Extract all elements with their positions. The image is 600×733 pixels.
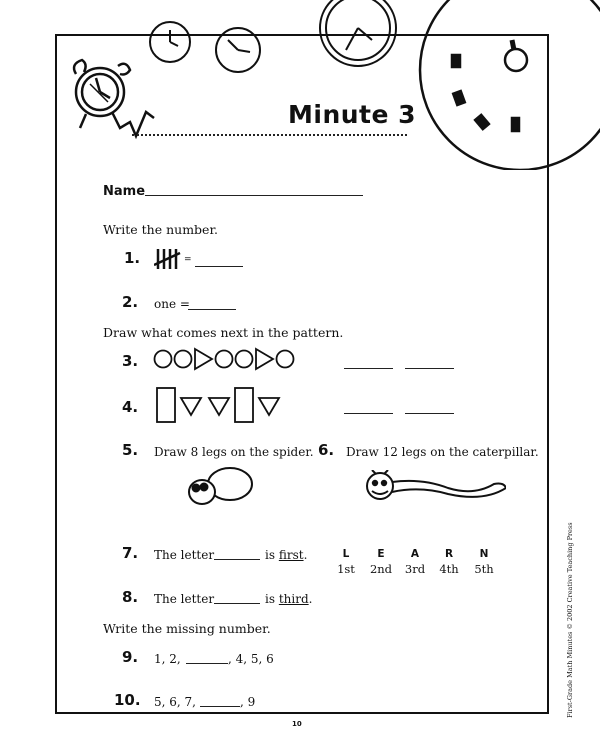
q9-rest: , 4, 5, 6: [228, 652, 274, 666]
letter-l: L: [342, 548, 350, 560]
circle-shape: [216, 351, 233, 368]
q4-number: 4.: [122, 398, 139, 416]
large-clock-icon: [420, 0, 600, 170]
section-write-number: Write the number.: [103, 222, 219, 237]
rectangle-shape: [157, 388, 175, 422]
copyright-credit: First-Grade Math Minutes © 2002 Creative Teaching Press: [566, 522, 574, 718]
ordinal-2nd: 2nd: [369, 562, 393, 576]
q8-prefix: The letter: [154, 592, 215, 606]
small-clock-2-icon: [216, 28, 260, 72]
circle-shape: [236, 351, 253, 368]
q2-answer-blank[interactable]: [188, 309, 236, 310]
q9-answer-blank[interactable]: [186, 663, 228, 664]
q10-sequence: 5, 6, 7,: [154, 695, 196, 709]
q7-number: 7.: [122, 544, 139, 562]
q10-number: 10.: [114, 691, 141, 709]
q3-shape-pattern: [152, 346, 312, 372]
q8-end: .: [308, 592, 313, 606]
triangle-down-shape: [209, 398, 229, 415]
q1-answer-blank[interactable]: [195, 266, 243, 267]
caterpillar-body-icon: [354, 470, 506, 506]
circle-shape: [155, 351, 172, 368]
title-dotted-rule: [132, 134, 407, 136]
q8-answer-blank[interactable]: [214, 603, 260, 604]
q5-number: 5.: [122, 441, 139, 459]
tally-marks-icon: [154, 247, 182, 271]
q9-number: 9.: [122, 648, 139, 666]
q10-answer-blank[interactable]: [200, 706, 240, 707]
q7-end: .: [303, 548, 308, 562]
ordinal-1st: 1st: [337, 562, 355, 576]
name-label: Name: [103, 184, 146, 199]
section-pattern: Draw what comes next in the pattern.: [103, 325, 344, 340]
q5-text: Draw 8 legs on the spider.: [154, 445, 314, 459]
letter-a: A: [410, 548, 420, 560]
q6-number: 6.: [318, 441, 335, 459]
spider-body-icon: [184, 462, 256, 510]
small-clock-1-icon: [150, 22, 190, 62]
q7-prefix: The letter: [154, 548, 215, 562]
q2-text: one =: [154, 297, 190, 311]
q3-answer-blank-2[interactable]: [405, 368, 454, 369]
q6-text: Draw 12 legs on the caterpillar.: [346, 445, 539, 459]
letter-n: N: [479, 548, 489, 560]
triangle-right-shape: [256, 349, 273, 369]
triangle-down-shape: [181, 398, 201, 415]
ordinal-3rd: 3rd: [404, 562, 426, 576]
q1-number: 1.: [124, 249, 141, 267]
section-missing: Write the missing number.: [103, 621, 271, 636]
q8-keyword: third: [278, 592, 309, 606]
rectangle-shape: [235, 388, 253, 422]
circle-shape: [277, 351, 294, 368]
q3-number: 3.: [122, 352, 139, 370]
ordinal-5th: 5th: [474, 562, 494, 576]
q2-number: 2.: [122, 293, 139, 311]
letter-e: E: [377, 548, 385, 560]
medium-clock-icon: [320, 0, 396, 66]
q4-answer-blank-2[interactable]: [405, 413, 454, 414]
q8-suffix: is: [265, 592, 275, 606]
q7-suffix: is: [265, 548, 275, 562]
q4-answer-blank-1[interactable]: [344, 413, 393, 414]
circle-shape: [175, 351, 192, 368]
q4-shape-pattern: [155, 385, 290, 425]
triangle-right-shape: [195, 349, 212, 369]
q8-number: 8.: [122, 588, 139, 606]
q1-equals: =: [184, 255, 192, 265]
page-title: Minute 3: [288, 100, 417, 129]
clock-decorations: [0, 0, 600, 170]
q9-sequence: 1, 2,: [154, 652, 181, 666]
q7-answer-blank[interactable]: [214, 559, 260, 560]
ordinal-4th: 4th: [439, 562, 459, 576]
name-field[interactable]: [145, 195, 363, 196]
q7-keyword: first: [278, 548, 304, 562]
q10-rest: , 9: [240, 695, 256, 709]
page-number: 10: [292, 720, 302, 728]
q8-tail: [265, 592, 312, 606]
alarm-clock-mascot-icon: [74, 60, 154, 136]
letter-r: R: [444, 548, 454, 560]
triangle-down-shape: [259, 398, 279, 415]
q3-answer-blank-1[interactable]: [344, 368, 393, 369]
q7-tail: [265, 548, 307, 562]
